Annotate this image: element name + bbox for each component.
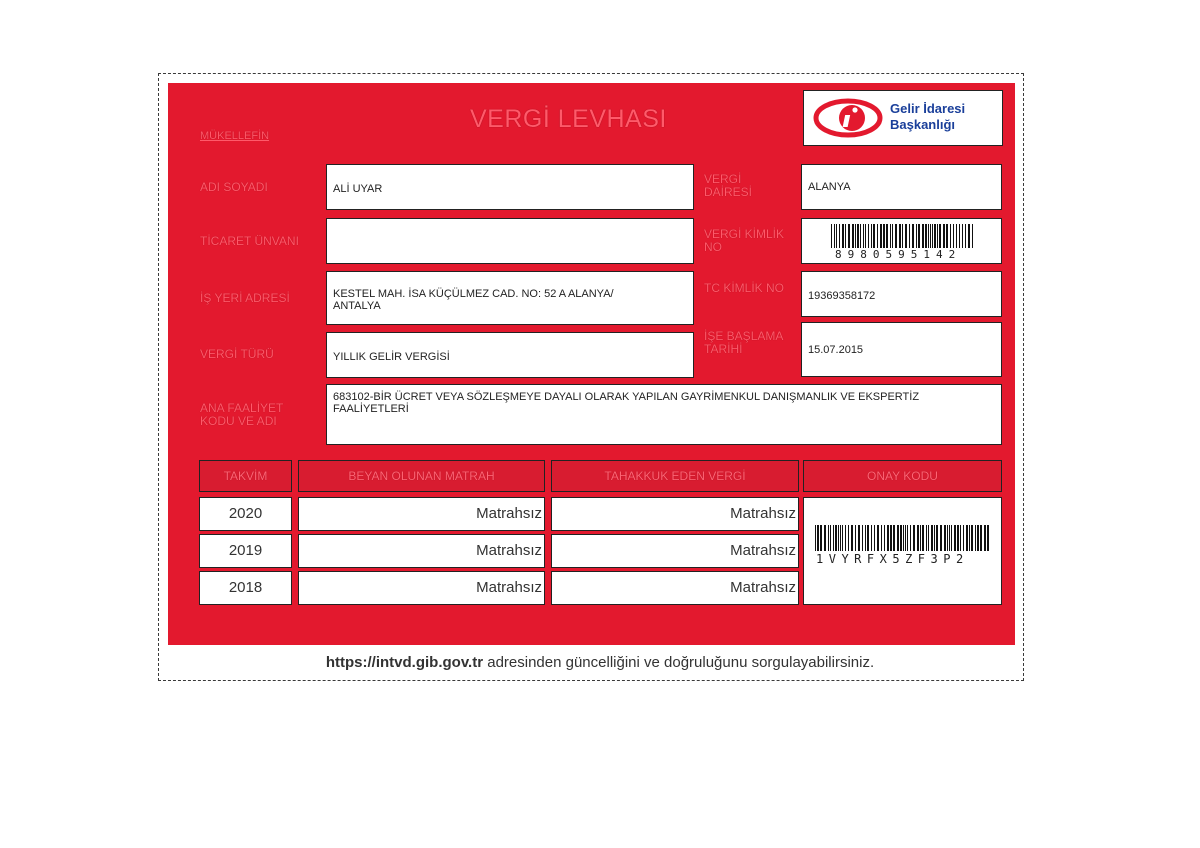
tc-kimlik-no-field: 19369358172 [801,271,1002,317]
onay-kodu-field [803,497,1002,605]
ana-faaliyet-field: 683102-BİR ÜCRET VEYA SÖZLEŞMEYE DAYALI OLARAK YAPILAN GAYRİMENKUL DANIŞMANLIK VE EKSPERTİZ FAALİYETLERİ [326,384,1002,445]
label-ticaret-unvani: TİCARET ÜNVANI [200,234,299,248]
footer-url[interactable]: https://intvd.gib.gov.tr [325,654,484,671]
onay-kodu-text: 1VYRFX5ZF3P2 [816,552,969,566]
table-row-matrah: Matrahsız [298,534,545,568]
label-vergi-kimlik-no: VERGİ KİMLİK NO [704,227,785,254]
table-row-vergi: Matrahsız [551,571,799,605]
page-title: VERGİ LEVHASI [470,105,667,133]
vergi-kimlik-barcode [831,224,973,248]
logo-line2: Başkanlığı [890,117,956,132]
footer-note [0,654,1200,671]
label-vergi-dairesi: VERGİ DAİRESİ [704,172,753,199]
onay-kodu-barcode [815,525,991,551]
table-row-matrah: Matrahsız [298,497,545,531]
label-ad-soyadi: ADI SOYADI [200,180,268,194]
header-tahakkuk-eden-vergi: TAHAKKUK EDEN VERGİ [551,460,799,492]
header-beyan-olunan-matrah: BEYAN OLUNAN MATRAH [298,460,545,492]
table-row-year: 2020 [199,497,292,531]
label-ana-faaliyet: ANA FAALİYET KODU VE ADI [200,401,284,428]
table-row-year: 2019 [199,534,292,568]
ise-baslama-tarihi-field: 15.07.2015 [801,322,1002,377]
label-tc-kimlik-no: TC KİMLİK NO [704,281,785,295]
gib-logo-icon [812,97,884,139]
label-vergi-turu: VERGİ TÜRÜ [200,347,274,361]
section-label: MÜKELLEFİN [200,130,270,142]
ad-soyadi-field: ALİ UYAR [326,164,694,210]
logo-text [890,101,965,133]
vergi-kimlik-digits: 8980595142 [835,248,962,261]
logo-line1: Gelir İdaresi [890,101,966,116]
table-row-vergi: Matrahsız [551,497,799,531]
vergi-turu-field: YILLIK GELİR VERGİSİ [326,332,694,378]
header-onay-kodu: ONAY KODU [803,460,1002,492]
header-takvim: TAKVİM [199,460,292,492]
is-yeri-adresi-field: KESTEL MAH. İSA KÜÇÜLMEZ CAD. NO: 52 A ALANYA/ ANTALYA [326,271,694,325]
vergi-kimlik-no-field [801,218,1002,264]
label-ise-baslama-tarihi: İŞE BAŞLAMA TARİHİ [704,329,784,356]
label-is-yeri-adresi: İŞ YERİ ADRESİ [200,291,290,305]
ticaret-unvani-field [326,218,694,264]
vergi-dairesi-field: ALANYA [801,164,1002,210]
table-row-vergi: Matrahsız [551,534,799,568]
footer-text: adresinden güncelliğini ve doğruluğunu sorgulayabilirsiniz. [483,654,875,671]
table-row-year: 2018 [199,571,292,605]
table-row-matrah: Matrahsız [298,571,545,605]
gib-logo [803,90,1003,146]
